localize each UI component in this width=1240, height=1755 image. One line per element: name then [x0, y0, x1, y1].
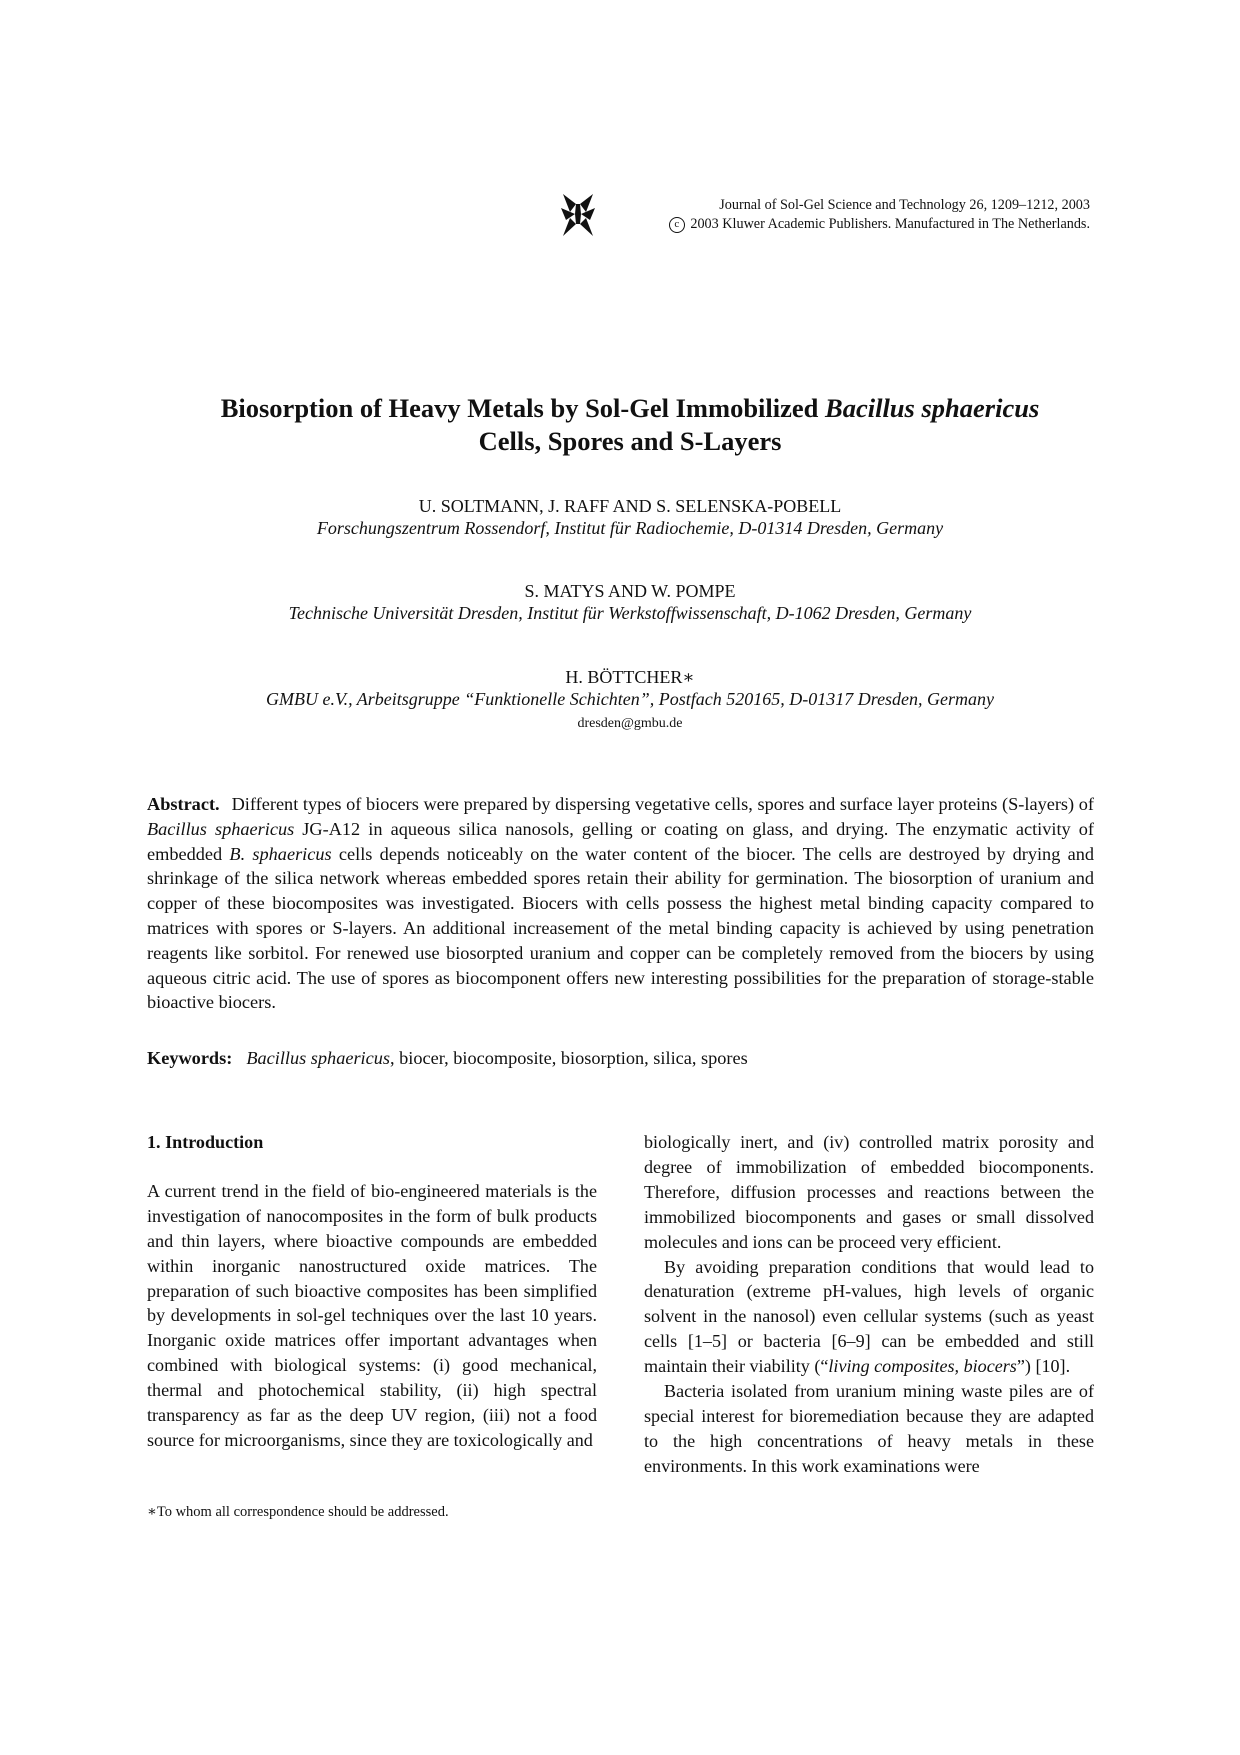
copyright-line: c 2003 Kluwer Academic Publishers. Manufactured in The Netherlands.: [669, 215, 1090, 234]
abstract-label: Abstract.: [147, 794, 220, 814]
authors: S. MATYS AND W. POMPE: [524, 581, 736, 601]
copyright-symbol: c: [669, 217, 685, 233]
email-address[interactable]: dresden@gmbu.de: [577, 716, 683, 731]
intro-paragraph-2: By avoiding preparation conditions that would lead to denaturation (extreme pH-values, high levels of organic solvent in the nanosol) even cellular systems (such as yeast cells [1–5] or bacteria [6–9] can be embedded and still maintain their viability (“living composites, biocers”) [10].: [644, 1256, 1094, 1377]
journal-header: [560, 192, 1090, 242]
author-group-3: [130, 666, 1130, 734]
title-species-name: Bacillus sphaericus: [825, 393, 1040, 423]
affiliation: GMBU e.V., Arbeitsgruppe “Funktionelle Schichten”, Postfach 520165, D-01317 Dresden, Germany: [265, 689, 995, 709]
authors: H. BÖTTCHER∗: [565, 667, 695, 687]
author-group-2: [130, 580, 1130, 624]
column-right: [644, 1130, 1094, 1479]
column-left: [147, 1130, 597, 1453]
journal-citation: [669, 196, 1090, 234]
paper-title: [130, 392, 1130, 458]
author-group-1: [130, 495, 1130, 539]
keywords-label: Keywords:: [147, 1048, 233, 1068]
affiliation: Forschungszentrum Rossendorf, Institut für Radiochemie, D-01314 Dresden, Germany: [316, 518, 944, 538]
title-line-1: Biosorption of Heavy Metals by Sol-Gel Immobilized Bacillus sphaericus: [220, 393, 1040, 423]
kluwer-publisher-logo-icon: [560, 192, 596, 238]
keywords: Keywords: Bacillus sphaericus, biocer, biocomposite, biosorption, silica, spores: [147, 1048, 748, 1068]
title-line-2: Cells, Spores and S-Layers: [478, 426, 782, 456]
intro-paragraph-1: A current trend in the field of bio-engineered materials is the investigation of nanocomposites in the form of bulk products and thin layers, where bioactive compounds are embedded within inorganic nanostructured oxide matrices. The preparation of such bioactive composites has been simplified by developments in sol-gel techniques over the last 10 years. Inorganic oxide matrices offer important advantages when combined with biological systems: (i) good mechanical, thermal and photochemical stability, (ii) high spectral transparency as far as the deep UV region, (iii) not a food source for microorganisms, since they are toxicologically and: [147, 1180, 597, 1450]
intro-paragraph-3: Bacteria isolated from uranium mining waste piles are of special interest for bioremediation because they are adapted to the high concentrations of heavy metals in these environments. In this work examinations were: [644, 1381, 1094, 1476]
intro-paragraph-1-continued: biologically inert, and (iv) controlled matrix porosity and degree of immobilization of embedded biocomponents. Therefore, diffusion processes and reactions between the immobilized biocomponents and gases or small dissolved molecules and ions can be proceed very efficient.: [644, 1132, 1094, 1252]
journal-line: Journal of Sol-Gel Science and Technology 26, 1209–1212, 2003: [719, 197, 1090, 213]
abstract: Abstract. Different types of biocers were prepared by dispersing vegetative cells, spores and surface layer proteins (S-layers) of Bacillus sphaericus JG-A12 in aqueous silica nanosols, gelling or coating on glass, and drying. The enzymatic activity of embedded B. sphaericus cells depends noticeably on the water content of the biocer. The cells are destroyed by drying and shrinkage of the silica network whereas embedded spores retain their ability for germination. The biosorption of uranium and copper of these biocomposites was investigated. Biocers with cells possess the highest metal binding capacity compared to matrices with spores or S-layers. An additional increasement of the metal binding capacity is achieved by using penetration reagents like sorbitol. For renewed use biosorpted uranium and copper can be completely removed from the biocers by using aqueous citric acid. The use of spores as biocomponent offers new interesting possibilities for the preparation of storage-stable bioactive biocers.: [147, 794, 1095, 1013]
section-heading-introduction: 1. Introduction: [147, 1132, 264, 1152]
footnote: ∗To whom all correspondence should be addressed.: [147, 1504, 449, 1520]
affiliation: Technische Universität Dresden, Institut für Werkstoffwissenschaft, D-1062 Dresden, Germany: [288, 603, 972, 623]
authors: U. SOLTMANN, J. RAFF AND S. SELENSKA-POBELL: [418, 496, 842, 516]
